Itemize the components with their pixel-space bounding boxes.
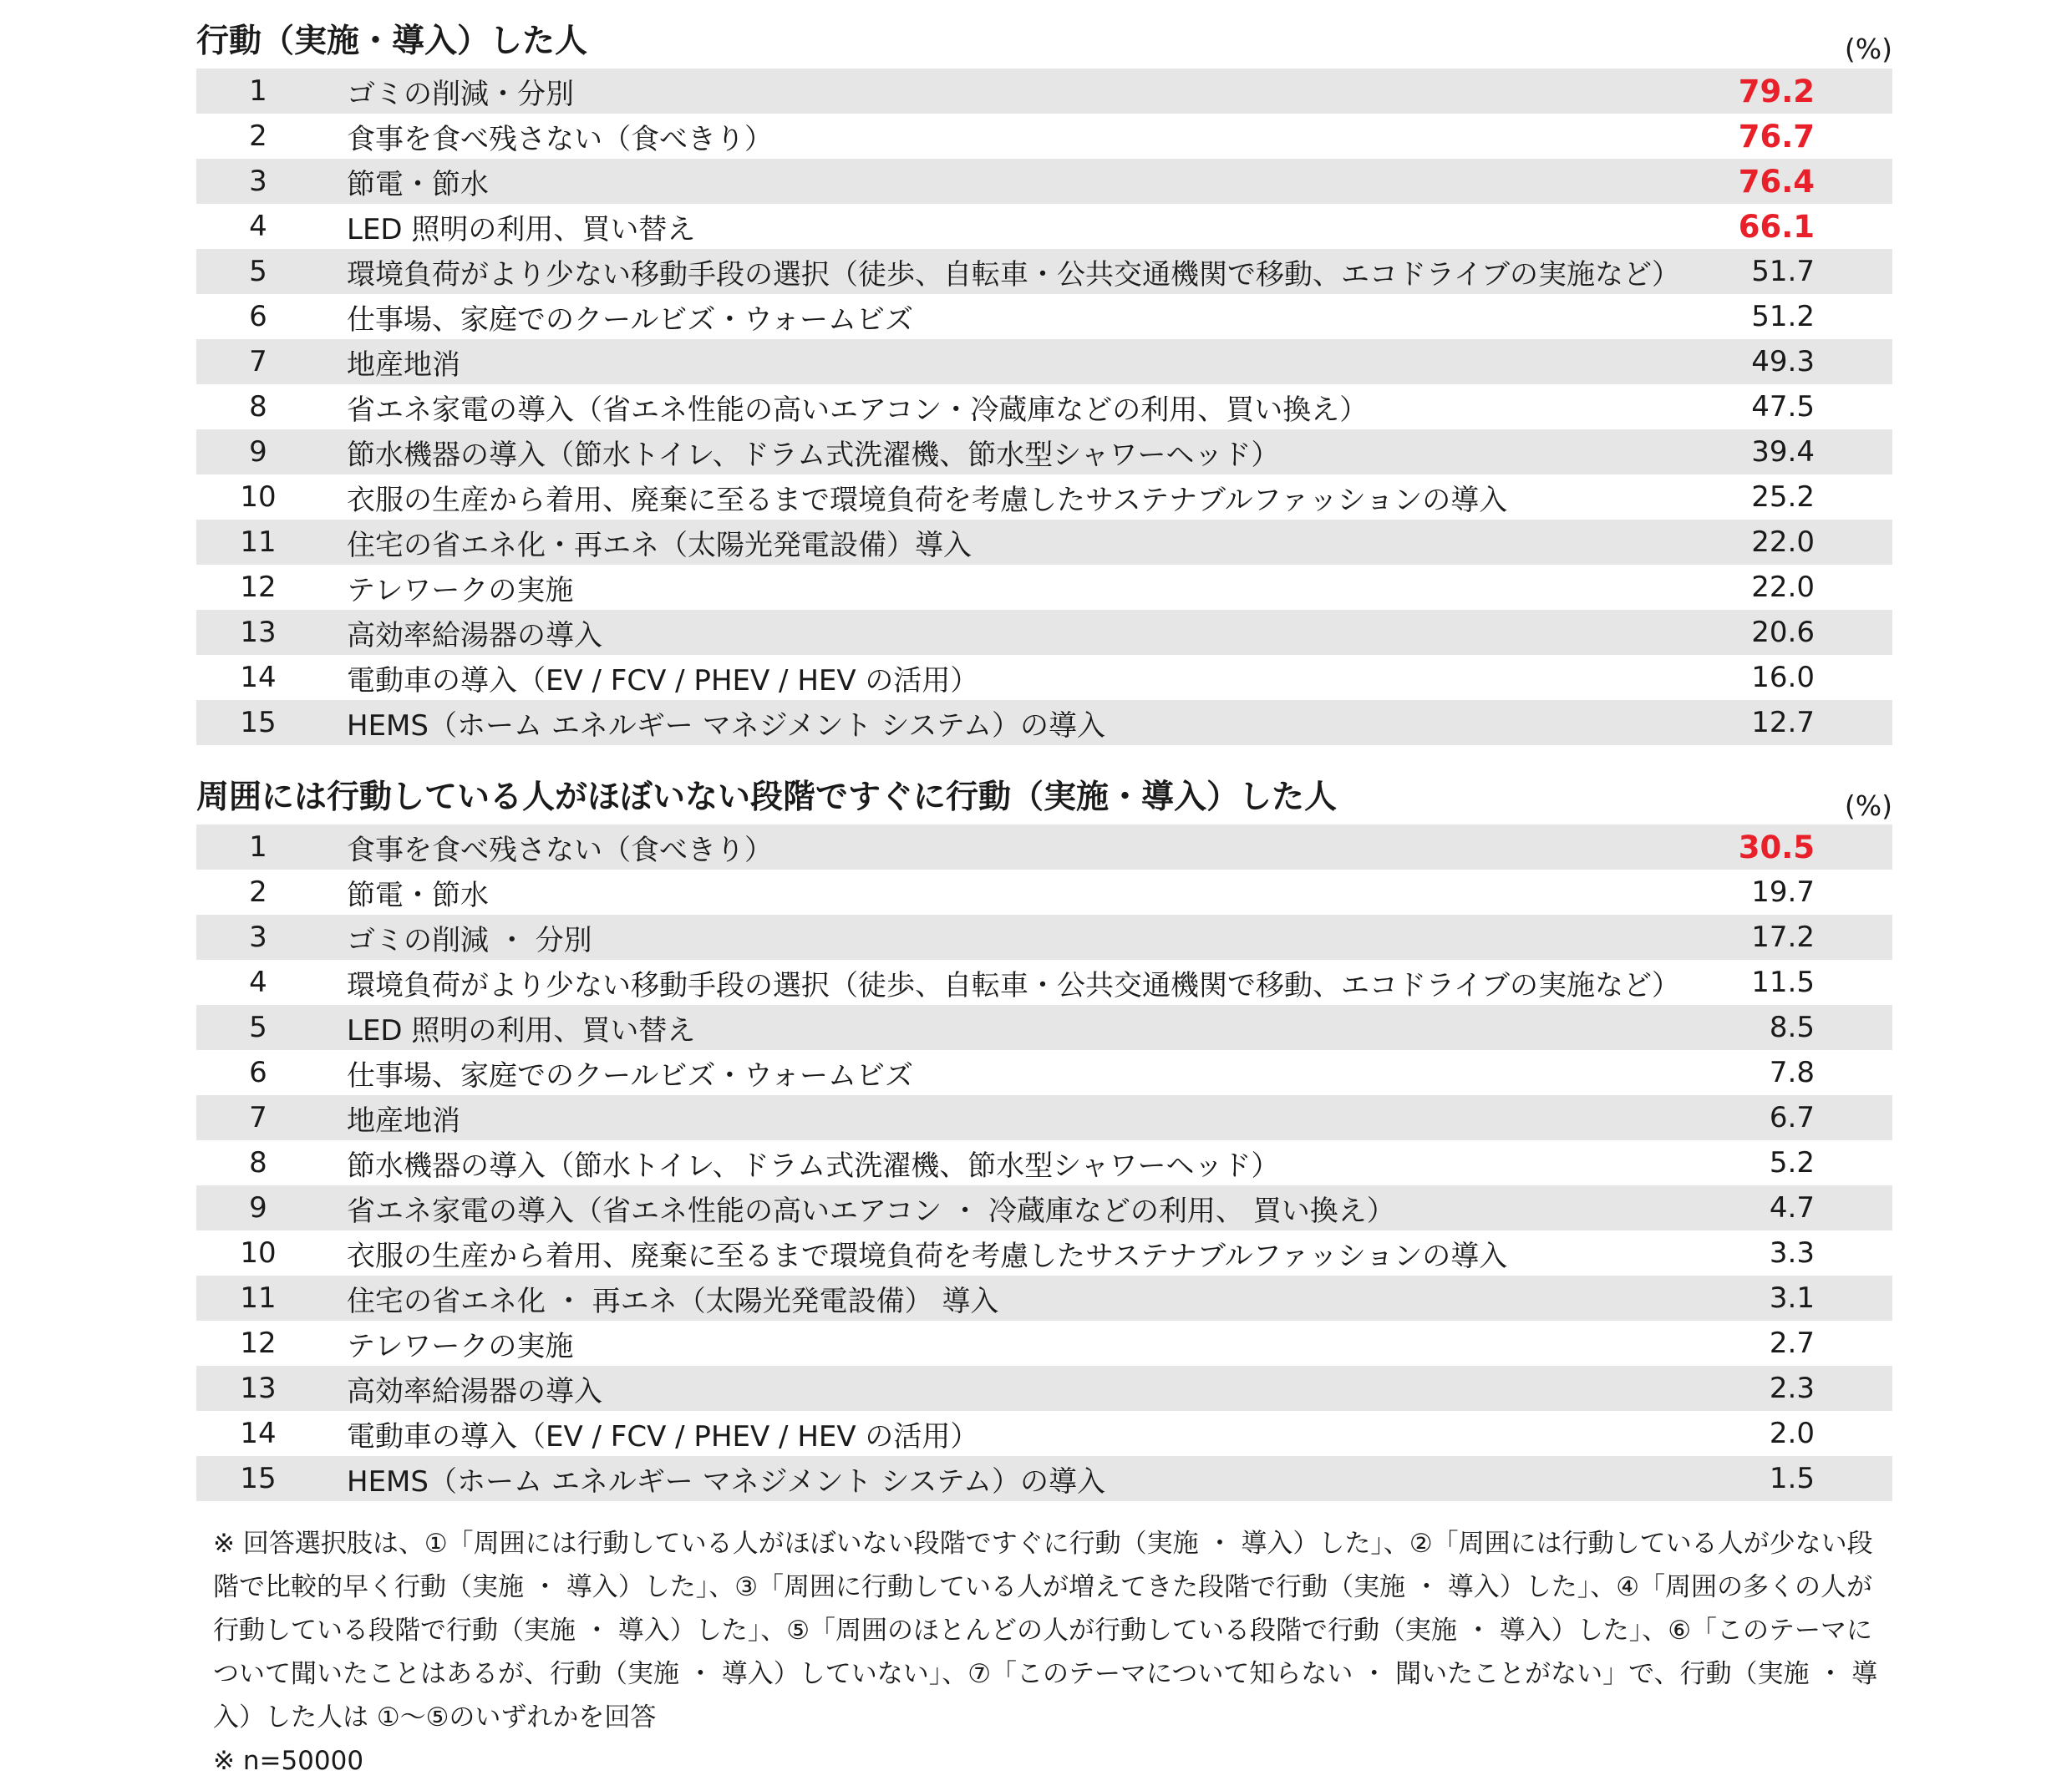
rank-label: 9 [249, 435, 267, 469]
item-label: 節水機器の導入（節水トイレ、ドラム式洗濯機、節水型シャワーヘッド） [347, 1149, 1280, 1183]
table-row [196, 339, 1892, 384]
table-row [196, 294, 1892, 339]
item-label: 食事を食べ残さない（食べきり） [347, 122, 773, 156]
table2-unit: (%) [1844, 789, 1892, 822]
item-label: 環境負荷がより少ない移動手段の選択（徒歩、自転車・公共交通機関で移動、エコドライブの実施など） [347, 968, 1680, 1002]
table2-title: 周囲には行動している人がほぼいない段階ですぐに行動（実施・導入）した人 [196, 779, 1338, 816]
rank-label: 2 [249, 119, 267, 153]
percent-value: 22.0 [1751, 571, 1815, 604]
item-label: 住宅の省エネ化 ・ 再エネ（太陽光発電設備） 導入 [347, 1284, 999, 1318]
table-row [196, 1411, 1892, 1456]
table-row [196, 565, 1892, 610]
footnote-sample-size: ※ n=50000 [213, 1746, 364, 1776]
table-row [196, 204, 1892, 249]
percent-value: 39.4 [1751, 435, 1815, 469]
item-label: 仕事場、家庭でのクールビズ・ウォームビズ [347, 1058, 913, 1093]
percent-value: 4.7 [1769, 1191, 1815, 1225]
table-row [196, 960, 1892, 1005]
percent-value: 2.3 [1769, 1372, 1815, 1405]
table-row [196, 1321, 1892, 1366]
rank-label: 11 [240, 525, 277, 559]
item-label: 省エネ家電の導入（省エネ性能の高いエアコン ・ 冷蔵庫などの利用、 買い換え） [347, 1194, 1395, 1228]
item-label: 地産地消 [347, 1104, 460, 1138]
rank-label: 8 [249, 1146, 267, 1180]
rank-label: 15 [240, 1462, 277, 1495]
item-label: 節水機器の導入（節水トイレ、ドラム式洗濯機、節水型シャワーヘッド） [347, 438, 1280, 472]
item-label: 仕事場、家庭でのクールビズ・ウォームビズ [347, 302, 913, 337]
percent-value: 51.7 [1751, 255, 1815, 288]
percent-value: 3.3 [1769, 1236, 1815, 1270]
item-label: 衣服の生産から着用、廃棄に至るまで環境負荷を考慮したサステナブルファッションの導入 [347, 1239, 1508, 1273]
rank-label: 14 [240, 1417, 277, 1450]
item-label: ゴミの削減 ・ 分別 [347, 923, 592, 957]
table-row [196, 1276, 1892, 1321]
percent-value: 3.1 [1769, 1281, 1815, 1315]
percent-value: 20.6 [1751, 616, 1815, 649]
rank-label: 3 [249, 165, 267, 198]
rank-label: 3 [249, 921, 267, 954]
rank-label: 2 [249, 875, 267, 909]
percent-value: 7.8 [1769, 1056, 1815, 1089]
item-label: 環境負荷がより少ない移動手段の選択（徒歩、自転車・公共交通機関で移動、エコドライブの実施など） [347, 257, 1680, 292]
item-label: 高効率給湯器の導入 [347, 618, 602, 652]
percent-value: 49.3 [1751, 345, 1815, 378]
table-row [196, 700, 1892, 745]
percent-value: 2.7 [1769, 1327, 1815, 1360]
table-row [196, 1140, 1892, 1185]
item-label: 衣服の生産から着用、廃棄に至るまで環境負荷を考慮したサステナブルファッションの導入 [347, 483, 1508, 517]
rank-label: 13 [240, 1372, 277, 1405]
item-label: LED 照明の利用、買い替え [347, 1013, 696, 1048]
item-label: テレワークの実施 [347, 1329, 574, 1363]
item-label: 節電・節水 [347, 167, 489, 201]
percent-value: 5.2 [1769, 1146, 1815, 1180]
percent-value: 76.4 [1738, 163, 1815, 200]
item-label: 電動車の導入（EV / FCV / PHEV / HEV の活用） [347, 663, 979, 698]
table-row [196, 1456, 1892, 1501]
table-row [196, 870, 1892, 915]
table-row [196, 384, 1892, 429]
rank-label: 11 [240, 1281, 277, 1315]
table-row [196, 474, 1892, 520]
table-row [196, 825, 1892, 870]
table-row [196, 68, 1892, 114]
table-row [196, 1230, 1892, 1276]
table-row [196, 159, 1892, 204]
rank-label: 10 [240, 1236, 277, 1270]
item-label: 高効率給湯器の導入 [347, 1374, 602, 1408]
table-row [196, 249, 1892, 294]
rank-label: 5 [249, 255, 267, 288]
rank-label: 6 [249, 300, 267, 333]
item-label: 省エネ家電の導入（省エネ性能の高いエアコン・冷蔵庫などの利用、買い換え） [347, 393, 1369, 427]
table-row [196, 1366, 1892, 1411]
rank-label: 5 [249, 1011, 267, 1044]
rank-label: 6 [249, 1056, 267, 1089]
percent-value: 1.5 [1769, 1462, 1815, 1495]
rank-label: 14 [240, 661, 277, 694]
table-row [196, 655, 1892, 700]
rank-label: 1 [249, 830, 267, 864]
rank-label: 7 [249, 345, 267, 378]
table-row [196, 429, 1892, 474]
percent-value: 16.0 [1751, 661, 1815, 694]
item-label: テレワークの実施 [347, 573, 574, 607]
rank-label: 4 [249, 210, 267, 243]
rank-label: 1 [249, 74, 267, 108]
percent-value: 47.5 [1751, 390, 1815, 424]
rank-label: 13 [240, 616, 277, 649]
rank-label: 7 [249, 1101, 267, 1134]
percent-value: 17.2 [1751, 921, 1815, 954]
percent-value: 79.2 [1738, 73, 1815, 109]
percent-value: 25.2 [1751, 480, 1815, 514]
table-row [196, 1050, 1892, 1095]
rank-label: 10 [240, 480, 277, 514]
percent-value: 76.7 [1738, 118, 1815, 155]
table-row [196, 520, 1892, 565]
percent-value: 22.0 [1751, 525, 1815, 559]
item-label: 節電・節水 [347, 878, 489, 912]
percent-value: 2.0 [1769, 1417, 1815, 1450]
table-row [196, 610, 1892, 655]
rank-label: 12 [240, 571, 277, 604]
table1-unit: (%) [1844, 33, 1892, 65]
item-label: LED 照明の利用、買い替え [347, 212, 696, 246]
table-row [196, 1005, 1892, 1050]
table1-title: 行動（実施・導入）した人 [196, 23, 588, 60]
percent-value: 19.7 [1751, 875, 1815, 909]
rank-label: 9 [249, 1191, 267, 1225]
item-label: HEMS（ホーム エネルギー マネジメント システム）の導入 [347, 708, 1105, 743]
item-label: 地産地消 [347, 348, 460, 382]
item-label: 食事を食べ残さない（食べきり） [347, 833, 773, 867]
percent-value: 66.1 [1738, 208, 1815, 245]
table-row [196, 915, 1892, 960]
rank-label: 4 [249, 966, 267, 999]
percent-value: 51.2 [1751, 300, 1815, 333]
rank-label: 12 [240, 1327, 277, 1360]
item-label: HEMS（ホーム エネルギー マネジメント システム）の導入 [347, 1464, 1105, 1499]
percent-value: 12.7 [1751, 706, 1815, 739]
table-row [196, 114, 1892, 159]
table2 [196, 825, 1892, 1501]
percent-value: 11.5 [1751, 966, 1815, 999]
table-row [196, 1095, 1892, 1140]
percent-value: 8.5 [1769, 1011, 1815, 1044]
percent-value: 6.7 [1769, 1101, 1815, 1134]
item-label: 住宅の省エネ化・再エネ（太陽光発電設備）導入 [347, 528, 972, 562]
table1 [196, 68, 1892, 745]
item-label: ゴミの削減・分別 [347, 77, 574, 111]
footnote-choices: ※ 回答選択肢は、①「周囲には行動している人がほぼいない段階ですぐに行動（実施 ・ 導入）した」、②「周囲には行動している人が少ない段階で比較的早く行動（実施 ・ 導入）した」、③「周囲に行動している人が増えてきた段階で行動（実施 ・ 導入）した」、④「周囲の多くの人が行動している段階で行動（実施 ・ 導入）した」、⑤「周囲のほとんどの人が行動している段階で行動（実施 ・ 導入）した」、⑥「このテーマについて聞いたことはあるが、行動（実施 ・ 導入）していない」、⑦「このテーマについて知らない ・ 聞いたことがない」で、行動（実施 ・ 導入）した人は ①～⑤のいずれかを回答 [213, 1529, 1878, 1733]
rank-label: 8 [249, 390, 267, 424]
item-label: 電動車の導入（EV / FCV / PHEV / HEV の活用） [347, 1419, 979, 1454]
footnotes [213, 1522, 1892, 1783]
percent-value: 30.5 [1738, 829, 1815, 865]
rank-label: 15 [240, 706, 277, 739]
table-row [196, 1185, 1892, 1230]
